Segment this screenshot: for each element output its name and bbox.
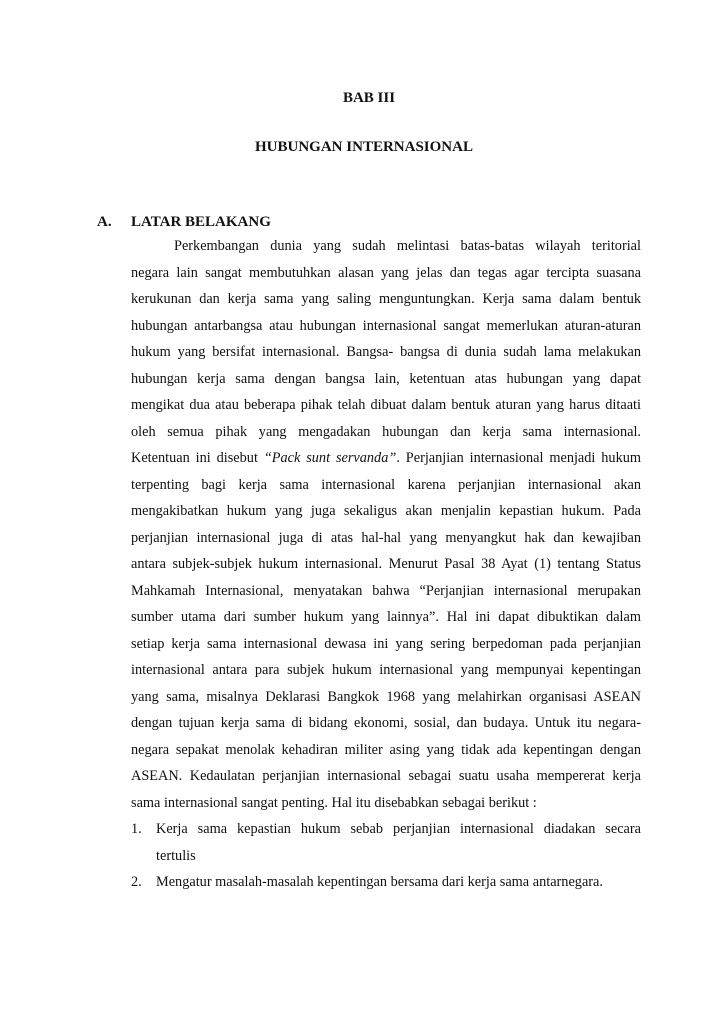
paragraph-line: terpenting bagi kerja sama internasional karena perjanjian internasional akan <box>131 476 641 493</box>
paragraph-line: sama internasional sangat penting. Hal itu disebabkan sebagai berikut : <box>131 794 537 811</box>
paragraph-line: oleh semua pihak yang mengadakan hubungan dan kerja sama internasional. <box>131 423 641 440</box>
list-item-line: Kerja sama kepastian hukum sebab perjanjian internasional diadakan secara <box>156 821 641 837</box>
italic-term: “Pack sunt servanda” <box>263 450 397 466</box>
paragraph-line: Perkembangan dunia yang sudah melintasi batas-batas wilayah teritorial <box>174 238 641 254</box>
paragraph-line: kerukunan dan kerja sama yang saling menguntungkan. Kerja sama dalam bentuk <box>131 291 641 307</box>
paragraph-line: negara lain sangat membutuhkan alasan yang jelas dan tegas agar tercipta suasana <box>131 264 641 281</box>
paragraph-line: ASEAN. Kedaulatan perjanjian internasional sebagai suatu usaha mempererat kerja <box>131 768 641 784</box>
chapter-number: BAB III <box>342 90 396 106</box>
paragraph-line: yang sama, misalnya Deklarasi Bangkok 1968 yang melahirkan organisasi ASEAN <box>131 688 641 705</box>
paragraph-line: mengakibatkan hukum yang juga sekaligus akan menjalin kepastian hukum. Pada <box>131 503 641 519</box>
paragraph-line: sumber utama dari sumber hukum yang lainnya”. Hal ini dapat dibuktikan dalam <box>131 609 641 625</box>
paragraph <box>131 233 641 816</box>
line-text: . Perjanjian internasional menjadi hukum <box>396 450 642 466</box>
chapter-title: HUBUNGAN INTERNASIONAL <box>255 139 473 155</box>
list-item-line: Mengatur masalah-masalah kepentingan bersama dari kerja sama antarnegara. <box>156 874 603 890</box>
section-heading <box>97 213 271 231</box>
list-item <box>131 816 641 869</box>
paragraph-line: setiap kerja sama internasional dewasa ini yang sering berpedoman pada perjanjian <box>131 635 641 652</box>
paragraph-line: negara sepakat menolak kehadiran militer asing yang tidak ada kepentingan dengan <box>131 741 641 758</box>
section-marker: A. <box>97 214 112 230</box>
paragraph-line <box>131 445 641 472</box>
paragraph-line: Mahkamah Internasional, menyatakan bahwa “Perjanjian internasional merupakan <box>131 582 641 599</box>
section-heading-text: LATAR BELAKANG <box>131 214 271 230</box>
body-text <box>131 233 641 896</box>
paragraph-line: internasional antara para subjek hukum internasional yang mempunyai kepentingan <box>131 662 641 678</box>
paragraph-line: hubungan kerja sama dengan bangsa lain, ketentuan atas hubungan yang dapat <box>131 370 641 387</box>
paragraph-line: hukum yang bersifat internasional. Bangsa- bangsa di dunia sudah lama melakukan <box>131 344 641 360</box>
numbered-list <box>131 816 641 896</box>
list-item-number: 2. <box>131 874 142 890</box>
paragraph-line: antara subjek-subjek hukum internasional. Menurut Pasal 38 Ayat (1) tentang Status <box>131 556 641 572</box>
list-item-line: tertulis <box>156 847 196 864</box>
list-item-number: 1. <box>131 821 142 837</box>
paragraph-line: mengikat dua atau beberapa pihak telah dibuat dalam bentuk aturan yang harus ditaati <box>131 397 641 413</box>
paragraph-line: dengan tujuan kerja sama di bidang ekonomi, sosial, dan budaya. Untuk itu negara- <box>131 715 641 731</box>
paragraph-line: perjanjian internasional juga di atas hal-hal yang menyangkut hak dan kewajiban <box>131 529 641 546</box>
list-item <box>131 869 641 896</box>
paragraph-line: hubungan antarbangsa atau hubungan internasional sangat memerlukan aturan-aturan <box>131 317 641 334</box>
line-text: Ketentuan ini disebut <box>131 450 264 466</box>
